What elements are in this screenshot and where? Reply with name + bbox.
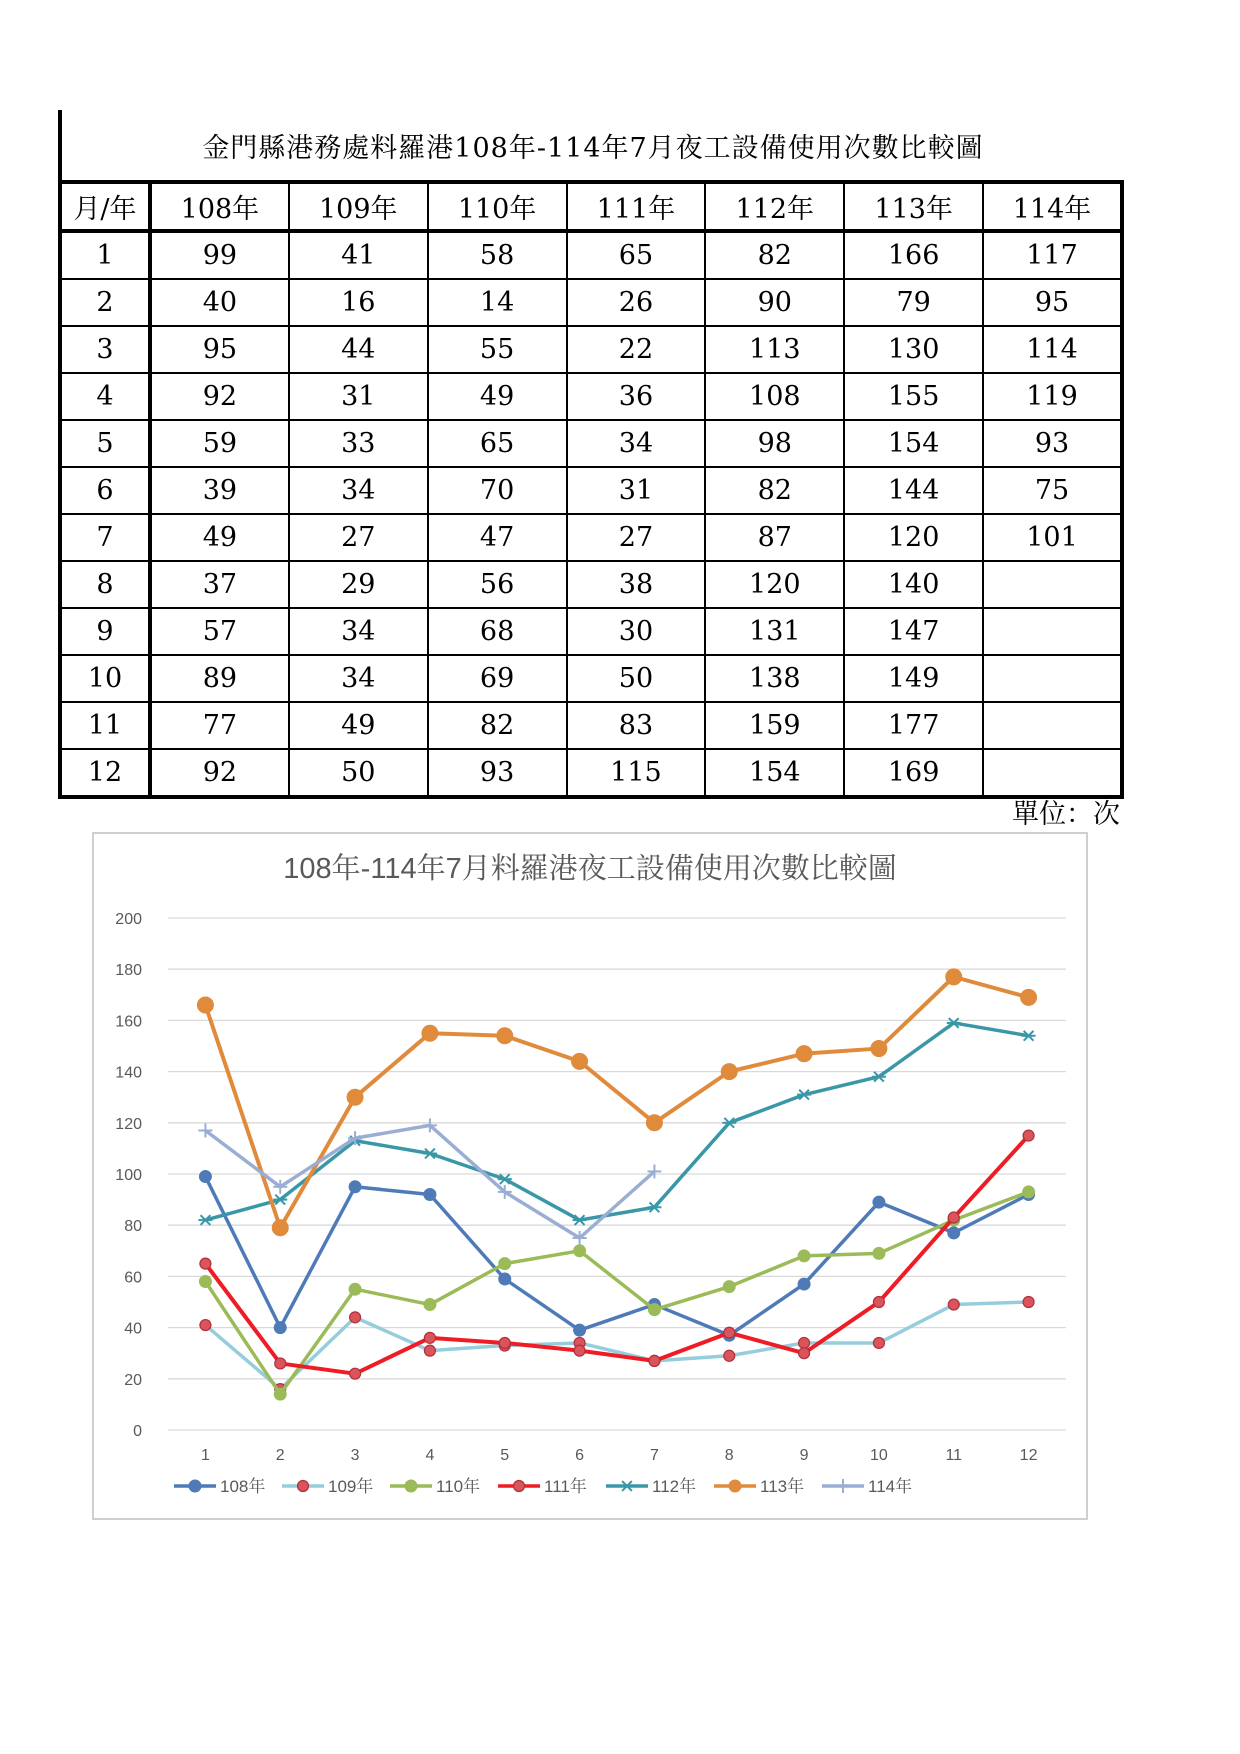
- value-cell: 113: [705, 326, 844, 373]
- month-cell: 2: [60, 279, 150, 326]
- series-line: [205, 1302, 1028, 1389]
- data-point: [197, 997, 213, 1013]
- month-cell: 5: [60, 420, 150, 467]
- table-header-row: [60, 182, 1122, 231]
- month-cell: 11: [60, 702, 150, 749]
- data-point: [1021, 989, 1037, 1005]
- legend-label: 108年: [220, 1477, 266, 1496]
- table-row: [60, 326, 1122, 373]
- value-cell: 154: [705, 749, 844, 797]
- legend-marker: [620, 1481, 634, 1491]
- data-point: [424, 1299, 436, 1311]
- data-point: [724, 1327, 735, 1338]
- value-cell: 75: [983, 467, 1122, 514]
- month-cell: 9: [60, 608, 150, 655]
- series-113年: [197, 969, 1036, 1236]
- legend-marker: [189, 1480, 201, 1492]
- value-cell: 49: [428, 373, 567, 420]
- value-cell: 33: [289, 420, 428, 467]
- value-cell: 155: [844, 373, 983, 420]
- data-point: [350, 1312, 361, 1323]
- header-year: 111年: [567, 182, 706, 231]
- data-point: [199, 1276, 211, 1288]
- legend-item: [498, 1476, 587, 1496]
- value-cell: 131: [705, 608, 844, 655]
- legend-item: [714, 1476, 804, 1496]
- value-cell: 166: [844, 231, 983, 279]
- month-cell: 7: [60, 514, 150, 561]
- value-cell: 14: [428, 279, 567, 326]
- value-cell: 27: [567, 514, 706, 561]
- legend-item: [174, 1476, 265, 1496]
- value-cell: 144: [844, 467, 983, 514]
- data-point: [350, 1368, 361, 1379]
- data-point: [275, 1358, 286, 1369]
- value-cell: 40: [150, 279, 289, 326]
- table-row: [60, 514, 1122, 561]
- line-chart: [94, 834, 1086, 1518]
- y-tick-label: 100: [115, 1167, 142, 1184]
- value-cell: 34: [289, 608, 428, 655]
- value-cell: 77: [150, 702, 289, 749]
- y-tick-label: 40: [124, 1320, 142, 1338]
- data-point: [798, 1278, 810, 1290]
- value-cell: 82: [705, 231, 844, 279]
- value-cell: 95: [983, 279, 1122, 326]
- y-tick-label: 60: [124, 1269, 142, 1287]
- x-tick-label: 10: [870, 1447, 888, 1464]
- data-point: [349, 1181, 361, 1193]
- data-table: [58, 180, 1124, 799]
- data-point: [424, 1345, 435, 1356]
- data-point: [198, 1215, 212, 1225]
- data-point: [1023, 1186, 1035, 1198]
- value-cell: 34: [289, 655, 428, 702]
- legend-item: [606, 1476, 696, 1496]
- data-point: [424, 1332, 435, 1343]
- data-point: [499, 1337, 510, 1348]
- data-point: [1023, 1297, 1034, 1308]
- value-cell: [983, 702, 1122, 749]
- table-row: [60, 467, 1122, 514]
- legend-marker: [514, 1481, 525, 1492]
- data-point: [200, 1320, 211, 1331]
- legend-label: 110年: [436, 1477, 481, 1496]
- value-cell: 41: [289, 231, 428, 279]
- series-114年: [198, 1118, 661, 1245]
- value-cell: 93: [428, 749, 567, 797]
- data-point: [873, 1297, 884, 1308]
- value-cell: 82: [705, 467, 844, 514]
- table-row: [60, 608, 1122, 655]
- chart-container: [92, 832, 1088, 1520]
- value-cell: 65: [567, 231, 706, 279]
- legend-label: 111年: [544, 1477, 587, 1496]
- data-table-container: [58, 110, 1124, 799]
- data-point: [497, 1028, 513, 1044]
- data-point: [499, 1273, 511, 1285]
- x-tick-label: 3: [350, 1447, 360, 1464]
- header-year: 110年: [428, 182, 567, 231]
- data-point: [873, 1247, 885, 1259]
- value-cell: [983, 561, 1122, 608]
- data-point: [646, 1115, 662, 1131]
- table-row: [60, 420, 1122, 467]
- data-point: [572, 1053, 588, 1069]
- table-row: [60, 279, 1122, 326]
- legend-marker: [729, 1480, 741, 1492]
- header-year: 109年: [289, 182, 428, 231]
- table-body: [60, 231, 1122, 797]
- legend-label: 112年: [652, 1477, 697, 1496]
- legend-item: [282, 1476, 373, 1496]
- data-point: [649, 1355, 660, 1366]
- data-point: [574, 1324, 586, 1336]
- value-cell: 89: [150, 655, 289, 702]
- legend-item: [390, 1476, 480, 1496]
- series-line: [205, 1177, 1028, 1336]
- data-point: [574, 1345, 585, 1356]
- value-cell: 47: [428, 514, 567, 561]
- y-tick-label: 0: [133, 1423, 142, 1440]
- value-cell: 147: [844, 608, 983, 655]
- data-point: [799, 1348, 810, 1359]
- value-cell: 49: [150, 514, 289, 561]
- header-year: 113年: [844, 182, 983, 231]
- value-cell: 26: [567, 279, 706, 326]
- value-cell: 30: [567, 608, 706, 655]
- series-108年: [199, 1171, 1034, 1342]
- x-tick-label: 9: [799, 1447, 809, 1464]
- data-point: [272, 1220, 288, 1236]
- legend-marker: [836, 1479, 850, 1493]
- y-tick-label: 140: [115, 1064, 142, 1082]
- value-cell: 70: [428, 467, 567, 514]
- month-cell: 10: [60, 655, 150, 702]
- x-tick-label: 2: [275, 1447, 285, 1464]
- x-tick-label: 11: [945, 1447, 963, 1464]
- table-row: [60, 749, 1122, 797]
- data-point: [796, 1046, 812, 1062]
- header-year: 108年: [150, 182, 289, 231]
- value-cell: 120: [705, 561, 844, 608]
- value-cell: 55: [428, 326, 567, 373]
- series-line: [205, 977, 1028, 1228]
- x-tick-label: 6: [575, 1447, 585, 1464]
- y-tick-label: 80: [124, 1218, 142, 1236]
- value-cell: [983, 608, 1122, 655]
- x-tick-label: 4: [425, 1447, 435, 1464]
- value-cell: 108: [705, 373, 844, 420]
- data-point: [723, 1281, 735, 1293]
- value-cell: 34: [567, 420, 706, 467]
- data-point: [948, 1299, 959, 1310]
- value-cell: 36: [567, 373, 706, 420]
- value-cell: 169: [844, 749, 983, 797]
- value-cell: 58: [428, 231, 567, 279]
- header-year: 114年: [983, 182, 1122, 231]
- month-cell: 4: [60, 373, 150, 420]
- value-cell: 27: [289, 514, 428, 561]
- value-cell: 138: [705, 655, 844, 702]
- value-cell: 68: [428, 608, 567, 655]
- value-cell: 50: [567, 655, 706, 702]
- value-cell: 95: [150, 326, 289, 373]
- x-tick-label: 1: [200, 1447, 210, 1464]
- value-cell: 57: [150, 608, 289, 655]
- header-year: 112年: [705, 182, 844, 231]
- data-point: [873, 1337, 884, 1348]
- value-cell: 82: [428, 702, 567, 749]
- x-tick-label: 5: [500, 1447, 510, 1464]
- data-point: [873, 1196, 885, 1208]
- value-cell: 99: [150, 231, 289, 279]
- value-cell: 149: [844, 655, 983, 702]
- value-cell: 119: [983, 373, 1122, 420]
- data-point: [200, 1258, 211, 1269]
- table-row: [60, 655, 1122, 702]
- value-cell: 65: [428, 420, 567, 467]
- data-point: [724, 1350, 735, 1361]
- value-cell: 83: [567, 702, 706, 749]
- data-point: [948, 1227, 960, 1239]
- data-point: [424, 1188, 436, 1200]
- value-cell: 79: [844, 279, 983, 326]
- value-cell: 177: [844, 702, 983, 749]
- value-cell: 117: [983, 231, 1122, 279]
- value-cell: 31: [567, 467, 706, 514]
- data-point: [948, 1212, 959, 1223]
- value-cell: 159: [705, 702, 844, 749]
- value-cell: 16: [289, 279, 428, 326]
- value-cell: 37: [150, 561, 289, 608]
- data-point: [199, 1171, 211, 1183]
- x-tick-label: 7: [649, 1447, 659, 1464]
- value-cell: 69: [428, 655, 567, 702]
- value-cell: 50: [289, 749, 428, 797]
- chart-title: 108年-114年7月料羅港夜工設備使用次數比較圖: [283, 853, 897, 885]
- value-cell: 44: [289, 326, 428, 373]
- value-cell: 59: [150, 420, 289, 467]
- header-month-year: 月/年: [60, 182, 150, 231]
- data-point: [1023, 1130, 1034, 1141]
- month-cell: 1: [60, 231, 150, 279]
- y-tick-label: 120: [115, 1115, 142, 1133]
- value-cell: 98: [705, 420, 844, 467]
- value-cell: 92: [150, 749, 289, 797]
- legend-marker: [405, 1480, 417, 1492]
- value-cell: 101: [983, 514, 1122, 561]
- value-cell: 34: [289, 467, 428, 514]
- legend-label: 113年: [760, 1477, 805, 1496]
- month-cell: 3: [60, 326, 150, 373]
- month-cell: 6: [60, 467, 150, 514]
- value-cell: 87: [705, 514, 844, 561]
- legend-label: 109年: [328, 1477, 374, 1496]
- value-cell: 38: [567, 561, 706, 608]
- data-point: [871, 1041, 887, 1057]
- value-cell: 29: [289, 561, 428, 608]
- value-cell: 120: [844, 514, 983, 561]
- x-tick-label: 8: [724, 1447, 734, 1464]
- table-row: [60, 231, 1122, 279]
- y-tick-label: 160: [115, 1013, 142, 1031]
- series-line: [205, 1192, 1028, 1394]
- data-point: [349, 1283, 361, 1295]
- table-row: [60, 561, 1122, 608]
- series-line: [205, 1136, 1028, 1374]
- series-line: [205, 1023, 1028, 1220]
- legend-label: 114年: [868, 1477, 913, 1496]
- y-tick-label: 20: [124, 1371, 142, 1389]
- data-point: [946, 969, 962, 985]
- value-cell: [983, 655, 1122, 702]
- data-point: [574, 1245, 586, 1257]
- table-row: [60, 702, 1122, 749]
- value-cell: 115: [567, 749, 706, 797]
- data-point: [721, 1064, 737, 1080]
- data-point: [799, 1337, 810, 1348]
- y-tick-label: 180: [115, 962, 142, 980]
- series-line: [205, 1125, 654, 1238]
- legend-marker: [298, 1481, 309, 1492]
- data-point: [798, 1250, 810, 1262]
- value-cell: 39: [150, 467, 289, 514]
- value-cell: 22: [567, 326, 706, 373]
- data-point: [274, 1388, 286, 1400]
- value-cell: 56: [428, 561, 567, 608]
- month-cell: 8: [60, 561, 150, 608]
- month-cell: 12: [60, 749, 150, 797]
- value-cell: 140: [844, 561, 983, 608]
- value-cell: 92: [150, 373, 289, 420]
- table-row: [60, 373, 1122, 420]
- value-cell: [983, 749, 1122, 797]
- data-point: [274, 1322, 286, 1334]
- value-cell: 93: [983, 420, 1122, 467]
- series-109年: [200, 1297, 1034, 1395]
- value-cell: 49: [289, 702, 428, 749]
- series-112年: [198, 1018, 1035, 1225]
- data-point: [648, 1304, 660, 1316]
- legend-item: [822, 1476, 912, 1496]
- value-cell: 90: [705, 279, 844, 326]
- value-cell: 31: [289, 373, 428, 420]
- value-cell: 130: [844, 326, 983, 373]
- series-111年: [200, 1130, 1034, 1379]
- y-tick-label: 200: [115, 911, 142, 928]
- data-point: [499, 1258, 511, 1270]
- data-point: [422, 1025, 438, 1041]
- value-cell: 154: [844, 420, 983, 467]
- data-point: [1022, 1031, 1036, 1041]
- data-point: [347, 1089, 363, 1105]
- x-tick-label: 12: [1019, 1447, 1038, 1464]
- unit-label: 單位：次: [1012, 799, 1120, 830]
- value-cell: 114: [983, 326, 1122, 373]
- table-title: 金門縣港務處料羅港108年-114年7月夜工設備使用次數比較圖: [58, 110, 1124, 180]
